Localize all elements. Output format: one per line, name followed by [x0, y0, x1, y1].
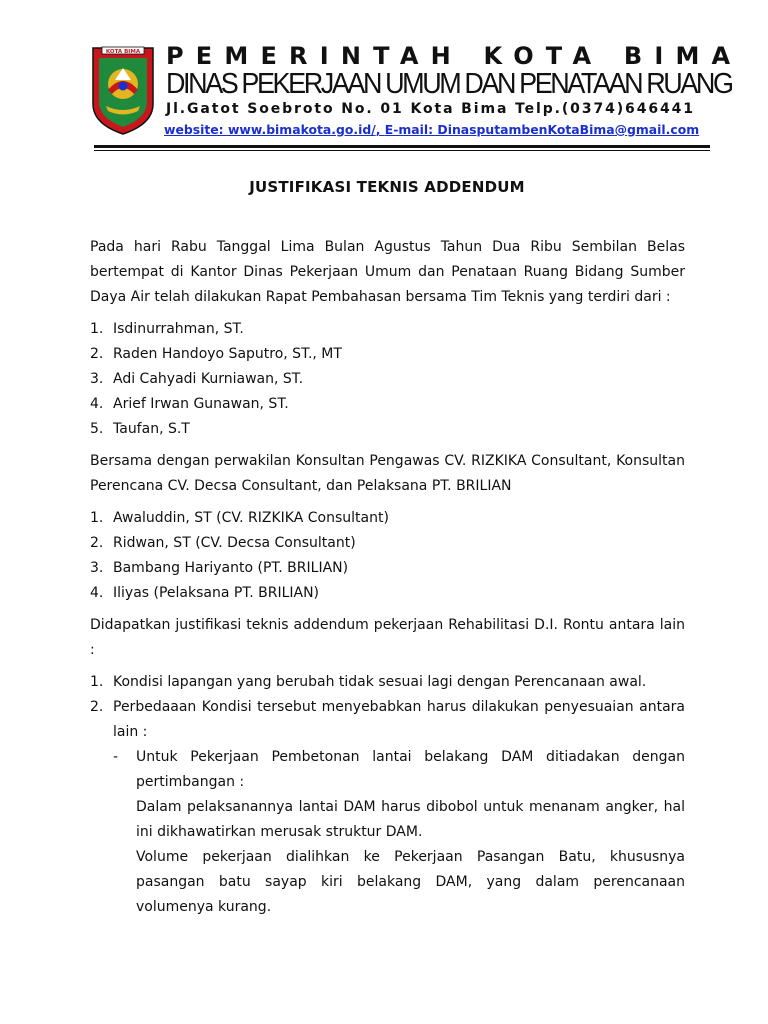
list-item: 3. Adi Cahyadi Kurniawan, ST. [90, 371, 304, 387]
letterhead-address: Jl.Gatot Soebroto No. 01 Kota Bima Telp.(0374)646441 [166, 101, 695, 117]
findings-intro-paragraph: Didapatkan justifikasi teknis addendum pekerjaan Rehabilitasi D.I. Rontu antara lain : [90, 617, 685, 658]
sub-detail: Dalam pelaksanannya lantai DAM harus dibobol untuk menanam angker, hal ini dikhawatirkan merusak struktur DAM. [136, 799, 685, 840]
team-list [90, 317, 685, 442]
contact-separator: , [375, 122, 381, 137]
list-item: 1. Isdinurrahman, ST. [90, 321, 244, 337]
letterhead-department-name: DINAS PEKERJAAN UMUM DAN PENATAAN RUANG [166, 68, 732, 100]
sub-lead: Untuk Pekerjaan Pembetonan lantai belakang DAM ditiadakan dengan pertimbangan : [136, 749, 685, 790]
list-item: - Untuk Pekerjaan Pembetonan lantai belakang DAM ditiadakan dengan pertimbangan : Dalam pelaksanannya lantai DAM harus dibobol untuk menanam angker, hal ini dikhawatirkan merusak struktur DAM. Volume pekerjaan dialihkan ke Pekerjaan Pasangan Batu, khususnya pasangan batu sayap kiri belakang DAM, yang dalam perencanaan volumenya kurang. [113, 745, 685, 920]
letterhead-divider-thin [94, 150, 710, 151]
list-item: 2. Perbedaaan Kondisi tersebut menyebabkan harus dilakukan penyesuaian antara lain : - Untuk Pekerjaan Pembetonan lantai belakang DAM ditiadakan dengan pertimbangan : Dalam pelaksanannya lantai DAM harus dibobol untuk menanam angker, hal ini dikhawatirkan merusak struktur DAM. Volume pekerjaan dialihkan ke Pekerjaan Pasangan Batu, khususnya pasangan batu sayap kiri belakang DAM, yang dalam perencanaan volumenya kurang. [90, 695, 685, 920]
list-item: 3. Bambang Hariyanto (PT. BRILIAN) [90, 560, 349, 576]
representatives-paragraph: Bersama dengan perwakilan Konsultan Pengawas CV. RIZKIKA Consultant, Konsultan Perencana CV. Decsa Consultant, dan Pelaksana PT. BRILIAN [90, 453, 685, 494]
list-item: 2. Raden Handoyo Saputro, ST., MT [90, 346, 342, 362]
email-link[interactable]: E-mail: DinasputambenKotaBima@gmail.com [384, 122, 700, 137]
document-body [90, 235, 685, 927]
sub-detail: Volume pekerjaan dialihkan ke Pekerjaan Pasangan Batu, khususnya pasangan batu sayap kiri belakang DAM, yang dalam perencanaan volumenya kurang. [136, 849, 685, 915]
list-item: 1. Awaluddin, ST (CV. RIZKIKA Consultant) [90, 510, 389, 526]
list-item: 4. Arief Irwan Gunawan, ST. [90, 396, 289, 412]
representatives-list [90, 506, 685, 606]
letterhead-divider-thick [94, 145, 710, 148]
intro-paragraph: Pada hari Rabu Tanggal Lima Bulan Agustus Tahun Dua Ribu Sembilan Belas bertempat di Kantor Dinas Pekerjaan Umum dan Penataan Ruang Bidang Sumber Daya Air telah dilakukan Rapat Pembahasan bersama Tim Teknis yang terdiri dari : [90, 239, 685, 305]
letterhead-contacts [164, 122, 699, 137]
list-item: 5. Taufan, S.T [90, 421, 190, 437]
kota-bima-crest-icon [90, 44, 156, 136]
findings-list [90, 670, 685, 920]
website-link[interactable]: website: www.bimakota.go.id/ [164, 122, 376, 137]
list-item: 2. Ridwan, ST (CV. Decsa Consultant) [90, 535, 356, 551]
letterhead-government-name: PEMERINTAH KOTA BIMA [166, 42, 743, 70]
logo-banner-text: KOTA BIMA [105, 49, 141, 55]
adjustment-sublist [113, 745, 685, 920]
list-item: 1. Kondisi lapangan yang berubah tidak sesuai lagi dengan Perencanaan awal. [90, 674, 647, 690]
list-item: 4. Iliyas (Pelaksana PT. BRILIAN) [90, 585, 320, 601]
document-title: JUSTIFIKASI TEKNIS ADDENDUM [249, 178, 525, 196]
